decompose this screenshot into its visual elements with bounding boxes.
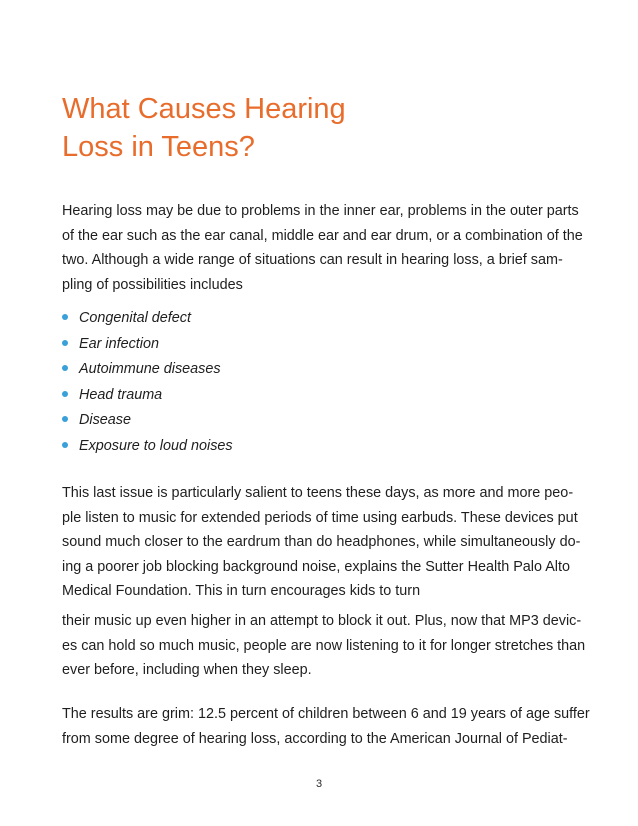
bullet-dot-icon bbox=[62, 340, 68, 346]
causes-list bbox=[62, 306, 233, 459]
title-line: Loss in Teens? bbox=[62, 131, 255, 163]
text-line: Hearing loss may be due to problems in the inner ear, problems in the outer parts bbox=[62, 203, 579, 219]
list-item bbox=[62, 408, 233, 434]
text-line: of the ear such as the ear canal, middle ear and ear drum, or a combination of the bbox=[62, 227, 583, 244]
list-item-text: Congenital defect bbox=[79, 310, 192, 326]
text-line: Medical Foundation. This in turn encourages kids to turn bbox=[62, 583, 421, 599]
text-line: sound much closer to the eardrum than do headphones, while simultaneously do- bbox=[62, 534, 581, 550]
volume-paragraph bbox=[62, 609, 590, 683]
text-line: from some degree of hearing loss, according to the American Journal of Pediat- bbox=[62, 730, 568, 747]
bullet-dot-icon bbox=[62, 314, 68, 320]
text-line: This last issue is particularly salient to teens these days, as more and more peo- bbox=[62, 485, 574, 501]
list-item-text: Autoimmune diseases bbox=[79, 361, 221, 377]
bullet-dot-icon bbox=[62, 365, 68, 371]
earbuds-paragraph bbox=[62, 481, 590, 604]
list-item bbox=[62, 357, 233, 383]
title-line: What Causes Hearing bbox=[62, 93, 346, 125]
list-item bbox=[62, 306, 233, 332]
list-item-text: Ear infection bbox=[79, 335, 159, 352]
list-item bbox=[62, 383, 233, 409]
text-line: two. Although a wide range of situations can result in hearing loss, a brief sam- bbox=[62, 252, 563, 268]
text-line: their music up even higher in an attempt to block it out. Plus, now that MP3 devic- bbox=[62, 613, 582, 629]
bullet-dot-icon bbox=[62, 442, 68, 448]
page-title bbox=[62, 90, 582, 166]
list-item-text: Head trauma bbox=[79, 386, 163, 403]
text-line: ple listen to music for extended periods of time using earbuds. These devices put bbox=[62, 509, 578, 526]
intro-paragraph bbox=[62, 199, 590, 297]
list-item-text: Disease bbox=[79, 412, 131, 428]
bullet-dot-icon bbox=[62, 391, 68, 397]
page-number: 3 bbox=[315, 778, 323, 790]
text-line: ever before, including when they sleep. bbox=[62, 662, 312, 678]
text-line: The results are grim: 12.5 percent of children between 6 and 19 years of age suffer bbox=[62, 706, 590, 722]
text-line: ing a poorer job blocking background noise, explains the Sutter Health Palo Alto bbox=[62, 558, 570, 575]
list-item-text: Exposure to loud noises bbox=[79, 437, 233, 454]
results-paragraph bbox=[62, 702, 590, 751]
text-line: es can hold so much music, people are now listening to it for longer stretches than bbox=[62, 637, 586, 654]
text-line: pling of possibilities includes bbox=[62, 276, 243, 293]
list-item bbox=[62, 332, 233, 358]
bullet-dot-icon bbox=[62, 416, 68, 422]
list-item bbox=[62, 434, 233, 460]
